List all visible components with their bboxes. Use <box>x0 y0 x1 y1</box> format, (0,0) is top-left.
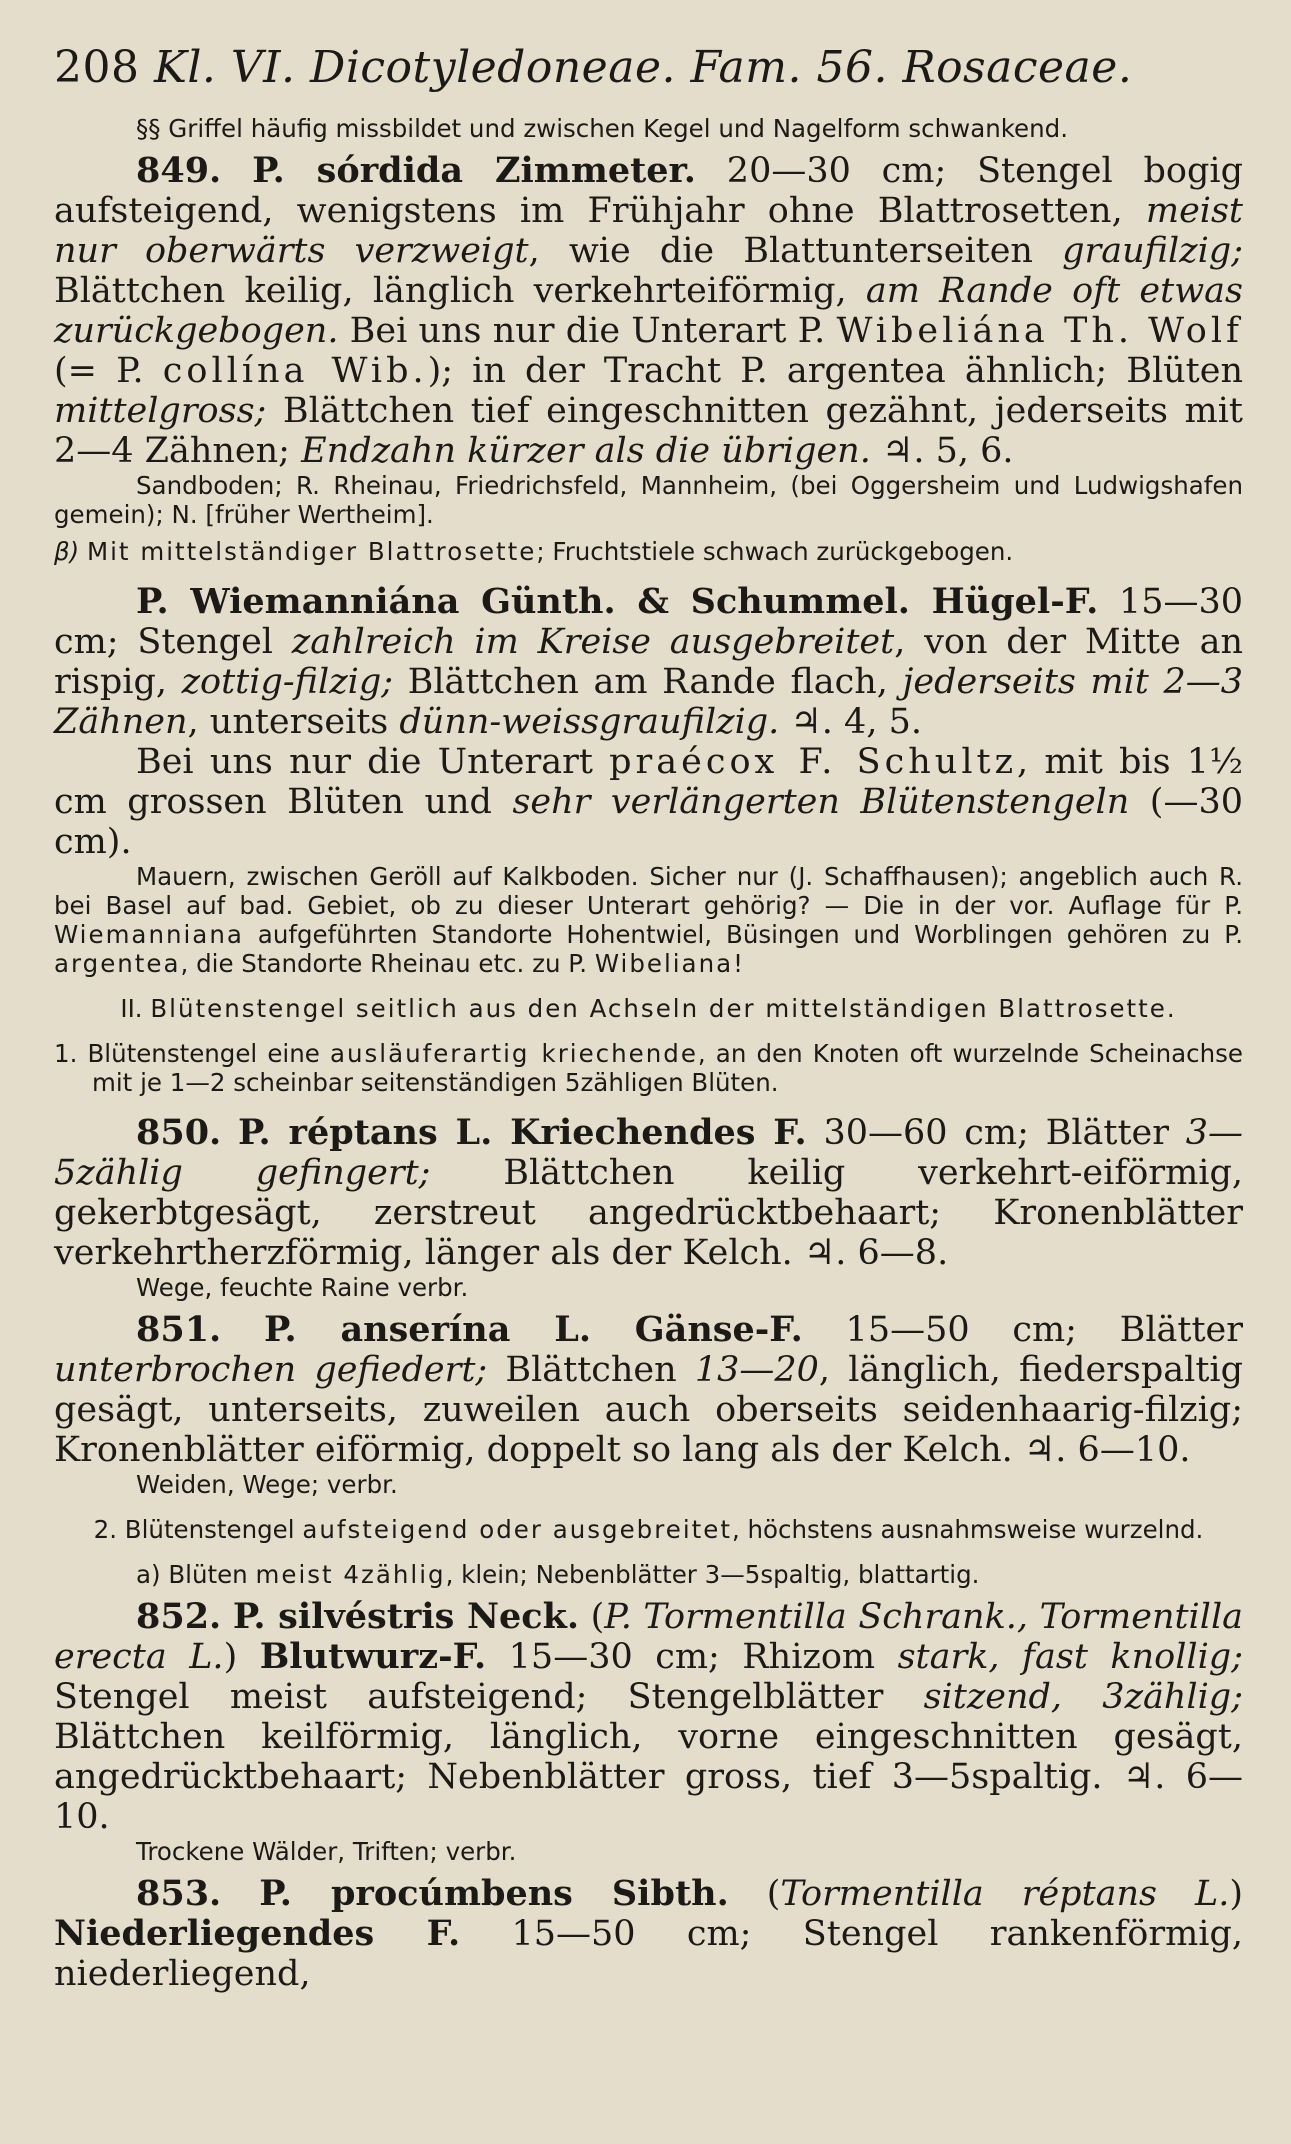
text: ); in der Tracht P. argentea ähnlich; Blüten <box>427 351 1243 391</box>
page-number: 208 <box>54 42 140 93</box>
text: , wie die Blattunterseiten <box>528 231 1063 271</box>
text-spaced: meist 4zählig <box>255 1560 446 1589</box>
key-line-beta <box>54 537 1243 566</box>
key-line-ii <box>54 994 1243 1023</box>
key-line-2 <box>54 1515 1243 1544</box>
text: ) <box>223 1637 260 1677</box>
text: Blättchen keilig verkehrt-eiförmig, gekerbtgesägt, zerstreut angedrücktbehaart; Kronenblätter verkehrtherzförmig, länger als der Kelch. ♃. 6—8. <box>54 1153 1243 1273</box>
text: (= P. <box>54 351 163 391</box>
text-spaced: aufsteigend oder ausgebreitet <box>302 1515 732 1544</box>
text: ( <box>579 1597 605 1637</box>
text-italic: 13—20 <box>694 1350 819 1390</box>
text: , länglich, fiederspaltig gesägt, unterseits, zuweilen auch oberseits seidenhaarig-filzig; Kronenblätter eiförmig, doppelt so lang als der Kelch. ♃. 6—10. <box>54 1350 1243 1470</box>
text: , von der Mitte an rispig, <box>54 622 1243 702</box>
species-name: P. silvéstris Neck. <box>232 1596 580 1637</box>
text: a) Blüten <box>136 1560 256 1589</box>
text: II. <box>120 994 151 1023</box>
text: Stengel meist aufsteigend; Stengelblätter <box>54 1677 924 1717</box>
species-849 <box>54 151 1243 471</box>
text-spaced: Wibeliána Th. Wolf <box>836 311 1243 351</box>
species-name: P. sórdida Zimmeter. <box>252 150 696 191</box>
text-spaced: Wibeliana <box>594 949 734 978</box>
text: ; Fruchtstiele schwach zurückgebogen. <box>536 537 1014 566</box>
text: 1. Blütenstengel eine <box>54 1039 330 1068</box>
text: ) <box>1229 1874 1243 1914</box>
text: , unterseits <box>187 702 400 742</box>
text-italic: meist nur oberwärts verzweigt <box>54 191 1243 271</box>
text-italic: am Rande oft etwas zurückgebogen. <box>54 271 1243 351</box>
text: 15—30 cm; Rhizom <box>486 1637 898 1677</box>
text: β) <box>54 537 87 566</box>
text: aufgeführten Standorte Hohentwiel, Büsingen und Worblingen gehören zu P. <box>243 920 1243 949</box>
text: 15—30 cm; Stengel <box>54 582 1243 662</box>
common-name: Niederliegendes F. <box>54 1913 461 1954</box>
text: 20—30 cm; Stengel bogig aufsteigend, wenigstens im Frühjahr ohne Blattrosetten, <box>54 151 1243 231</box>
text: Blättchen keilförmig, länglich, vorne eingeschnitten gesägt, angedrücktbehaart; Nebenblätter gross, tief 3—5spaltig. ♃. 6—10. <box>54 1717 1243 1837</box>
text-italic: unterbrochen gefiedert; <box>54 1350 488 1390</box>
text-spaced: praécox F. Schultz <box>609 742 1018 782</box>
text-spaced: ausläuferartig kriechende <box>329 1039 698 1068</box>
text-spaced: collína Wib. <box>162 351 428 391</box>
text-italic: stark, fast knollig; <box>897 1637 1243 1677</box>
text-italic: Endzahn kürzer als die übrigen. <box>301 431 871 471</box>
text-spaced: Wiemanniana <box>54 920 244 949</box>
text: Bei uns nur die Unterart P. <box>338 311 837 351</box>
text: Blättchen <box>487 1350 695 1390</box>
species-number: 852. <box>136 1596 222 1637</box>
species-wiemanniana <box>54 582 1243 742</box>
text: ! <box>733 949 743 978</box>
header-group: Dicotyledoneae. <box>310 42 676 93</box>
species-number: 850. <box>136 1112 222 1153</box>
text: , an den Knoten oft wurzelnde Scheinachse mit je 1—2 scheinbar seitenständigen 5zähligen Blüten. <box>92 1039 1243 1097</box>
species-850 <box>54 1113 1243 1273</box>
text-italic: mittelgross; <box>54 391 267 431</box>
text: ♃. 5, 6. <box>870 431 1014 471</box>
text: ( <box>728 1874 781 1914</box>
text: 2. Blütenstengel <box>93 1515 303 1544</box>
header-family-name: Rosaceae. <box>902 42 1133 93</box>
text: Bei uns nur die Unterart <box>136 742 610 782</box>
text-italic: graufilzig; <box>1062 231 1244 271</box>
species-853 <box>54 1874 1243 1994</box>
text-italic: P. Tormentilla Schrank., Tormentilla erecta L. <box>54 1597 1243 1677</box>
common-name: Blutwurz-F. <box>259 1636 487 1677</box>
locality-850: Wege, feuchte Raine verbr. <box>136 1273 469 1302</box>
text-italic: sehr verlängerten Blütenstengeln <box>512 782 1130 822</box>
species-852 <box>54 1597 1243 1837</box>
species-name: P. réptans L. Kriechendes F. <box>238 1112 807 1153</box>
key-line-a <box>54 1560 1243 1589</box>
key-line-griffel: §§ Griffel häufig missbildet und zwischen Kegel und Nagelform schwankend. <box>136 114 1068 143</box>
text: , mit bis 1½ cm grossen Blüten und <box>54 742 1244 822</box>
text: Blättchen am Rande flach, <box>393 662 903 702</box>
text-spaced: Mit mittelständiger Blattrosette <box>86 537 537 566</box>
key-line-1 <box>54 1039 1243 1097</box>
species-number: 853. <box>136 1873 222 1914</box>
text-italic: sitzend, 3zählig; <box>923 1677 1244 1717</box>
text-italic: dünn-weissgraufilzig. <box>399 702 780 742</box>
text-italic: zahlreich im Kreise ausgebreitet <box>291 622 895 662</box>
text: (—30 cm). <box>54 782 1243 862</box>
species-name: P. anserína L. Gänse-F. <box>263 1309 803 1350</box>
subspecies-praecox <box>54 742 1243 862</box>
text-spaced: Blütenstengel seitlich aus den Achseln der mittelständigen Blattrosette. <box>150 994 1177 1023</box>
species-name: P. Wiemanniána Günth. & Schummel. Hügel-F. <box>136 581 1099 622</box>
text-spaced: argentea <box>54 949 181 978</box>
text: 15—50 cm; Blätter <box>802 1310 1244 1350</box>
locality-852: Trockene Wälder, Triften; verbr. <box>136 1837 517 1866</box>
locality-851: Weiden, Wege; verbr. <box>136 1470 398 1499</box>
text: 15—50 cm; Stengel rankenförmig, niederliegend, <box>54 1914 1243 1994</box>
species-851 <box>54 1310 1243 1470</box>
text-italic: zottig-filzig; <box>181 662 394 702</box>
text: , klein; Nebenblätter 3—5spaltig, blattartig. <box>445 1560 980 1589</box>
header-class: Kl. VI. <box>153 42 296 93</box>
species-number: 849. <box>136 150 222 191</box>
text: , die Standorte Rheinau etc. zu P. <box>180 949 595 978</box>
locality-wiemanniana <box>54 862 1243 978</box>
header-family: Fam. 56. <box>690 42 888 93</box>
text-italic: 3—5zählig gefingert; <box>54 1113 1244 1193</box>
text: ♃. 4, 5. <box>779 702 922 742</box>
species-number: 851. <box>136 1309 222 1350</box>
text-italic: jederseits mit 2—3 Zähnen <box>54 662 1244 742</box>
running-header <box>54 40 1243 96</box>
text: Mauern, zwischen Geröll auf Kalkboden. Sicher nur (J. Schaffhausen); angeblich auch R. bei Basel auf bad. Gebiet, ob zu dieser Unterart gehörig? — Die in der vor. Auflage für P. <box>54 862 1243 920</box>
text: Blättchen keilig, länglich verkehrteiförmig, <box>54 271 866 311</box>
text: Blättchen tief eingeschnitten gezähnt, jederseits mit 2—4 Zähnen; <box>54 391 1243 471</box>
text: 30—60 cm; Blätter <box>806 1113 1186 1153</box>
species-name: P. procúmbens Sibth. <box>259 1873 729 1914</box>
text-italic: Tormentilla réptans L. <box>780 1874 1230 1914</box>
text: , höchstens ausnahmsweise wurzelnd. <box>731 1515 1204 1544</box>
locality-849: Sandboden; R. Rheinau, Friedrichsfeld, Mannheim, (bei Oggersheim und Ludwigshafen gemein); N. [früher Wertheim]. <box>54 471 1243 529</box>
